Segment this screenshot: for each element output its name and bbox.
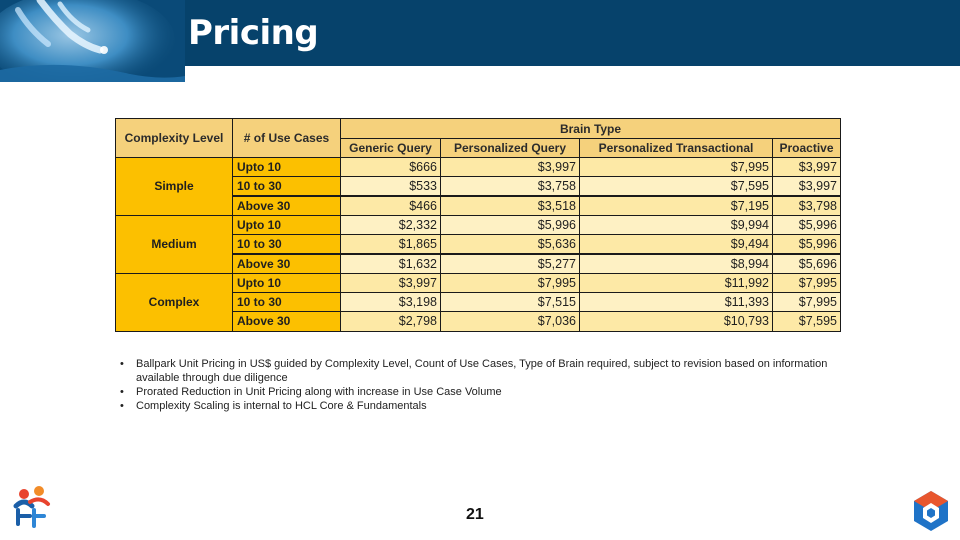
hexagon-logo-icon [912,490,950,532]
price-cell: $11,393 [580,293,772,311]
price-cell: $3,997 [441,158,579,176]
price-cell: $5,996 [441,216,579,234]
use-case-cell: Above 30 [233,255,340,273]
price-cell: $5,996 [773,235,840,253]
price-cell: $8,994 [580,255,772,273]
people-logo-icon [10,482,52,530]
use-case-cell: Upto 10 [233,158,340,176]
use-case-cell: 10 to 30 [233,293,340,311]
use-case-cell: 10 to 30 [233,235,340,253]
header-complexity-level: Complexity Level [116,119,232,157]
price-cell: $7,595 [773,312,840,330]
price-cell: $666 [341,158,440,176]
robot-hand-image [0,0,185,82]
notes-list [120,357,850,413]
price-cell: $3,758 [441,177,579,195]
price-cell: $9,494 [580,235,772,253]
price-cell: $3,997 [773,158,840,176]
header-bar [0,0,960,66]
price-cell: $3,518 [441,197,579,215]
price-cell: $7,515 [441,293,579,311]
price-cell: $7,995 [773,274,840,292]
use-case-cell: Above 30 [233,197,340,215]
price-cell: $7,995 [773,293,840,311]
price-cell: $1,632 [341,255,440,273]
complexity-level-cell: Medium [116,216,232,273]
use-case-cell: 10 to 30 [233,177,340,195]
header-brain-type-4: Proactive [773,139,840,157]
price-cell: $7,595 [580,177,772,195]
use-case-cell: Upto 10 [233,216,340,234]
pricing-table [115,118,841,332]
price-cell: $3,997 [773,177,840,195]
price-cell: $11,992 [580,274,772,292]
use-case-cell: Upto 10 [233,274,340,292]
price-cell: $5,996 [773,216,840,234]
price-cell: $7,995 [580,158,772,176]
header-brain-type-3: Personalized Transactional [580,139,772,157]
price-cell: $7,195 [580,197,772,215]
price-cell: $3,198 [341,293,440,311]
price-cell: $5,696 [773,255,840,273]
price-cell: $2,332 [341,216,440,234]
complexity-level-cell: Complex [116,274,232,331]
price-cell: $9,994 [580,216,772,234]
header-use-cases: # of Use Cases [233,119,340,157]
header-brain-type-1: Generic Query [341,139,440,157]
price-cell: $5,277 [441,255,579,273]
page-number: 21 [466,506,484,523]
note-item: • Complexity Scaling is internal to HCL Core & Fundamentals [120,399,850,413]
note-item: • Ballpark Unit Pricing in US$ guided by Complexity Level, Count of Use Cases, Type of Brain required, subject to revision based on information available through due diligence [120,357,850,385]
price-cell: $3,798 [773,197,840,215]
price-cell: $7,995 [441,274,579,292]
use-case-cell: Above 30 [233,312,340,330]
price-cell: $10,793 [580,312,772,330]
price-cell: $5,636 [441,235,579,253]
price-cell: $533 [341,177,440,195]
note-item: • Prorated Reduction in Unit Pricing along with increase in Use Case Volume [120,385,850,399]
header-brain-type: Brain Type [341,119,840,138]
price-cell: $3,997 [341,274,440,292]
header-brain-type-2: Personalized Query [441,139,579,157]
price-cell: $2,798 [341,312,440,330]
price-cell: $466 [341,197,440,215]
page-title: Pricing [188,13,319,53]
price-cell: $1,865 [341,235,440,253]
complexity-level-cell: Simple [116,158,232,215]
price-cell: $7,036 [441,312,579,330]
